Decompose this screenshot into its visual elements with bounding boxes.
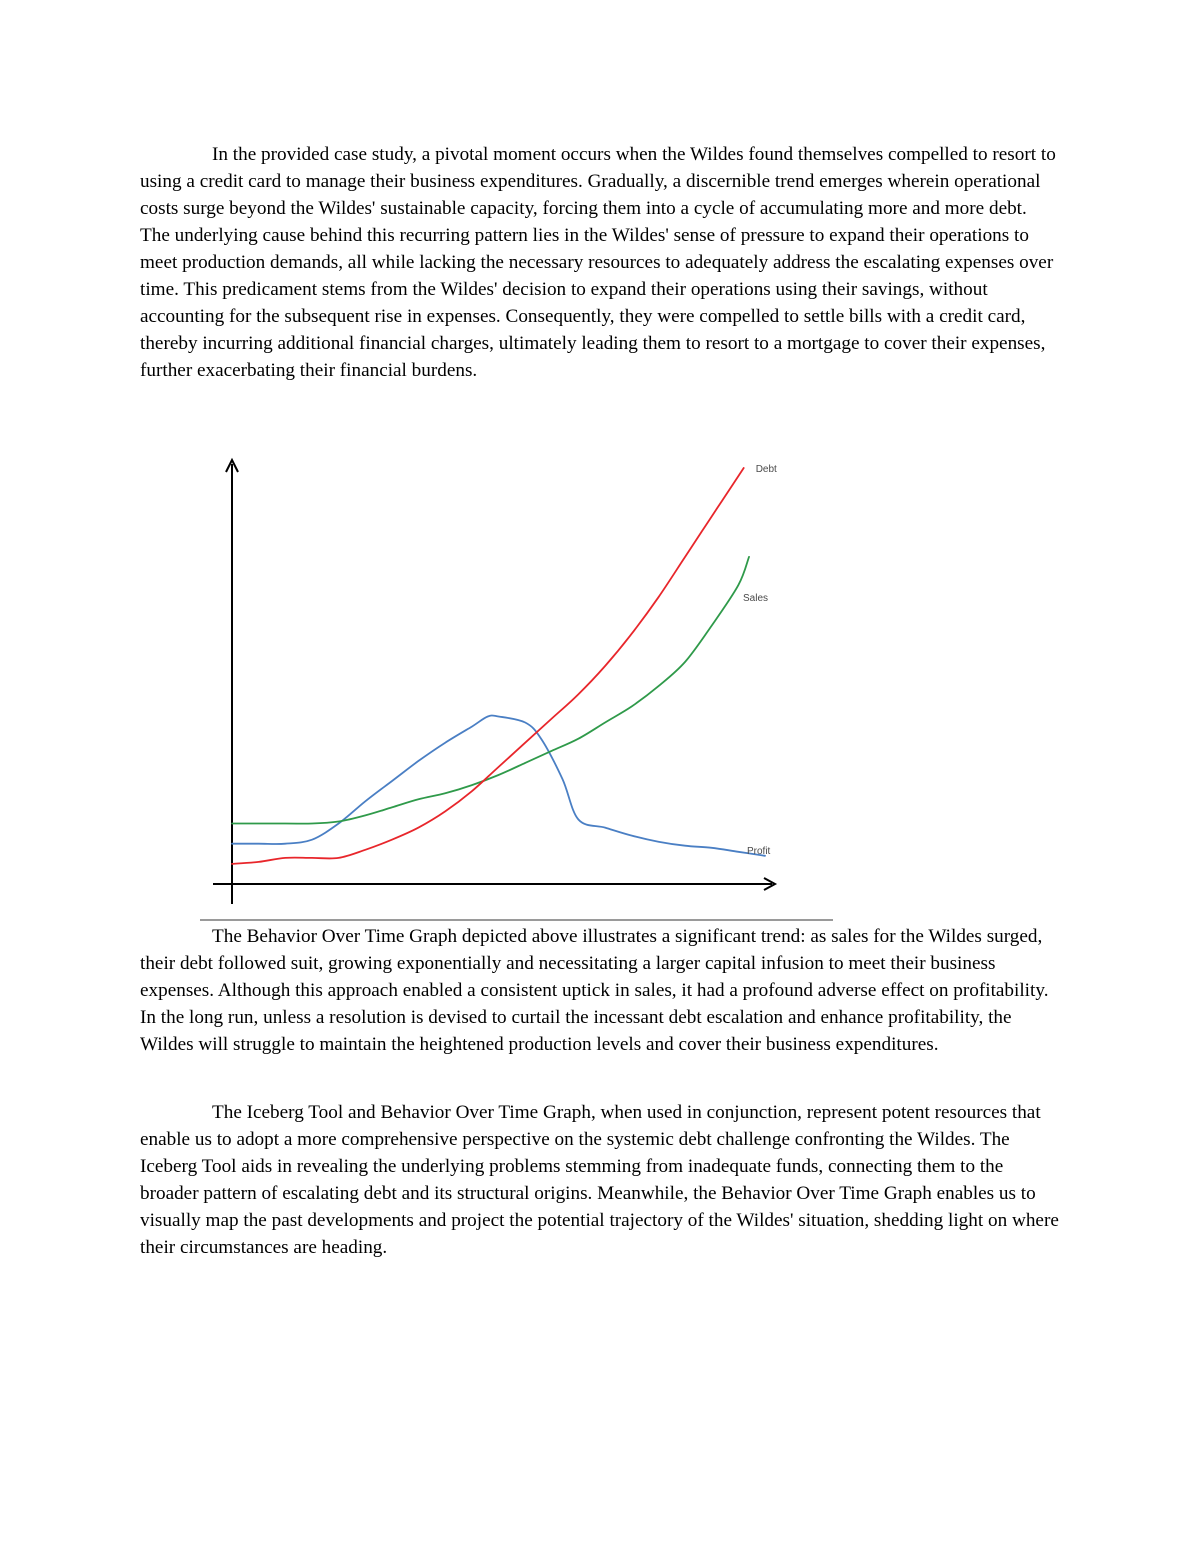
series-line-debt [232,468,744,864]
chart-series [232,468,765,864]
series-line-sales [232,557,749,824]
chart-svg [195,448,835,923]
series-label-debt: Debt [755,464,777,475]
paragraph-conclusion: The Iceberg Tool and Behavior Over Time Graph, when used in conjunction, represent potent resources that enable us to adopt a more comprehensive perspective on the systemic debt challenge confronting the Wildes. The Iceberg Tool aids in revealing the underlying problems stemming from inadequate funds, connecting them to the broader pattern of escalating debt and its structural origins. Meanwhile, the Behavior Over Time Graph enables us to visually map the past developments and project the potential trajectory of the Wildes' situation, shedding light on where their circumstances are heading. [140,1102,1059,1258]
chart-series-labels [743,464,777,857]
paragraph-graph-description: The Behavior Over Time Graph depicted above illustrates a significant trend: as sales for the Wildes surged, their debt followed suit, growing exponentially and necessitating a larger capital infusion to meet their business expenses. Although this approach enabled a consistent uptick in sales, it had a profound adverse effect on profitability. In the long run, unless a resolution is devised to curtail the incessant debt escalation and enhance profitability, the Wildes will struggle to maintain the heightened production levels and cover their business expenditures. [140,926,1049,1055]
paragraph-intro: In the provided case study, a pivotal moment occurs when the Wildes found themselves compelled to resort to using a credit card to manage their business expenditures. Gradually, a discernible trend emerges wherein operational costs surge beyond the Wildes' sustainable capacity, forcing them into a cycle of accumulating more and more debt. The underlying cause behind this recurring pattern lies in the Wildes' sense of pressure to expand their operations to meet production demands, all while lacking the necessary resources to adequately address the escalating expenses over time. This predicament stems from the Wildes' decision to expand their operations using their savings, without accounting for the subsequent rise in expenses. Consequently, they were compelled to settle bills with a credit card, thereby incurring additional financial charges, ultimately leading them to resort to a mortgage to cover their expenses, further exacerbating their financial burdens. [140,144,1056,381]
series-label-profit: Profit [747,845,771,857]
series-label-sales: Sales [743,592,769,604]
series-line-profit [232,715,765,855]
behavior-over-time-graph [195,448,835,923]
